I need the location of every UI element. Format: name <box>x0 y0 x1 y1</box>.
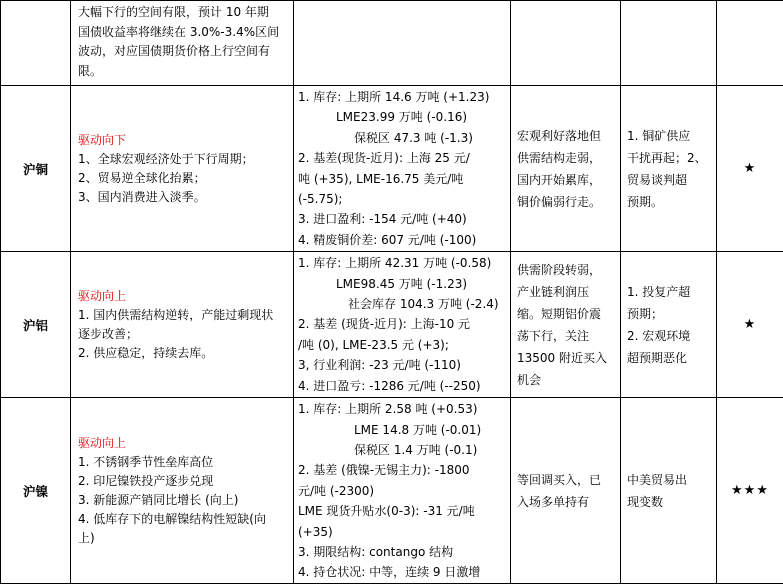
driver-item: 1、全球宏观经济处于下行周期； <box>78 150 287 169</box>
strategy-line: 国内开始累库， <box>517 169 614 191</box>
risk-line: 超预期恶化 <box>627 347 710 369</box>
risk-cell <box>621 86 717 252</box>
fundamental-line: 吨 (+35), LME-16.75 美元/吨 <box>298 169 506 189</box>
fundamental-line: 保税区 1.4 万吨 (-0.1) <box>298 440 506 460</box>
fundamentals-cell <box>294 252 511 398</box>
fundamental-line: LME 14.8 万吨 (-0.01) <box>298 420 506 440</box>
driver-item: 4. 低库存下的电解镍结构性短缺(向 <box>78 510 287 529</box>
strategy-line: 等回调买入，已 <box>517 469 614 491</box>
fundamental-line: (+35) <box>298 522 506 542</box>
driver-item: 2. 印尼镍铁投产逐步兑现 <box>78 472 287 491</box>
fundamentals-cell <box>294 398 511 584</box>
risk-line: 预期； <box>627 303 710 325</box>
strategy-cell <box>511 86 621 252</box>
fundamental-line: 保税区 47.3 吨 (-1.3) <box>298 128 506 148</box>
risk-line: 1. 投复产超 <box>627 281 710 303</box>
strategy-line: 入场多单持有 <box>517 491 614 513</box>
risk-line: 现变数 <box>627 491 710 513</box>
driver-direction: 驱动向上 <box>78 287 287 306</box>
strategy-line: 荡下行，关注 <box>517 325 614 347</box>
risk-cell <box>621 398 717 584</box>
commodity-name: 沪铝 <box>1 252 71 398</box>
empty-strategy-cell <box>511 1 621 86</box>
risk-line: 预期。 <box>627 191 710 213</box>
empty-risk-cell <box>621 1 717 86</box>
fundamental-line: 4. 持仓状况: 中等，连续 9 日激增 <box>298 562 506 582</box>
drivers-cell <box>71 398 294 584</box>
driver-item: 3、国内消费进入淡季。 <box>78 188 287 207</box>
strategy-line: 缩。短期铝价震 <box>517 303 614 325</box>
fundamental-line: 1. 库存: 上期所 2.58 吨 (+0.53) <box>298 399 506 419</box>
driver-item: 逐步改善； <box>78 325 287 344</box>
fundamental-line: 元/吨 (-2300) <box>298 481 506 501</box>
risk-line: 中美贸易出 <box>627 469 710 491</box>
fundamental-line: 4. 进口盈亏: -1286 元/吨 (--250) <box>298 376 506 396</box>
risk-line: 1. 铜矿供应 <box>627 125 710 147</box>
fundamental-line: 2. 基差 (俄镍-无锡主力): -1800 <box>298 460 506 480</box>
driver-item: 1. 国内供需结构逆转，产能过剩现状 <box>78 306 287 325</box>
fundamental-line: LME23.99 万吨 (-0.16) <box>298 107 506 127</box>
fundamental-line: 1. 库存: 上期所 14.6 万吨 (+1.23) <box>298 87 506 107</box>
commodity-name: 沪镍 <box>1 398 71 584</box>
drivers-cell <box>71 86 294 252</box>
drivers-cell <box>71 252 294 398</box>
strategy-line: 供需结构走弱， <box>517 147 614 169</box>
strategy-line: 铜价偏弱行走。 <box>517 191 614 213</box>
rating-stars: ★★★ <box>717 398 783 584</box>
bond-outlook-line: 国债收益率将继续在 3.0%-3.4%区间 <box>78 23 287 43</box>
fundamental-line: LME98.45 万吨 (-1.23) <box>298 274 506 294</box>
fundamental-line: 2. 基差(现货-近月): 上海 25 元/ <box>298 148 506 168</box>
fundamental-line: 2. 基差 (现货-近月): 上海-10 元 <box>298 314 506 334</box>
bond-outlook-line: 限。 <box>78 62 287 82</box>
fundamental-line: LME 现货升贴水(0-3): -31 元/吨 <box>298 501 506 521</box>
empty-name-cell <box>1 1 71 86</box>
driver-item: 上) <box>78 529 287 548</box>
driver-direction: 驱动向上 <box>78 434 287 453</box>
risk-line: 贸易谈判超 <box>627 169 710 191</box>
strategy-cell <box>511 398 621 584</box>
risk-cell <box>621 252 717 398</box>
fundamental-line: 3. 期限结构: contango 结构 <box>298 542 506 562</box>
table-row-aluminum <box>1 252 783 398</box>
fundamental-line: 社会库存 104.3 万吨 (-2.4) <box>298 294 506 314</box>
rating-stars: ★ <box>717 252 783 398</box>
fundamental-line: 3, 行业利润: -23 元/吨 (-110) <box>298 355 506 375</box>
driver-direction: 驱动向下 <box>78 131 287 150</box>
empty-rating-cell <box>717 1 783 86</box>
table-row-copper <box>1 86 783 252</box>
fundamental-line: (-5.75); <box>298 189 506 209</box>
risk-line: 干扰再起；2、 <box>627 147 710 169</box>
rating-stars: ★ <box>717 86 783 252</box>
fundamental-line: /吨 (0), LME-23.5 元 (+3); <box>298 335 506 355</box>
table-row-top-partial <box>1 1 783 86</box>
fundamental-line: 3. 进口盈利: -154 元/吨 (+40) <box>298 209 506 229</box>
strategy-cell <box>511 252 621 398</box>
strategy-line: 机会 <box>517 369 614 391</box>
strategy-line: 13500 附近买入 <box>517 347 614 369</box>
bond-outlook-cell <box>71 1 294 86</box>
fundamental-line: 1. 库存: 上期所 42.31 万吨 (-0.58) <box>298 253 506 273</box>
strategy-line: 供需阶段转弱， <box>517 259 614 281</box>
strategy-line: 宏观利好落地但 <box>517 125 614 147</box>
strategy-line: 产业链利润压 <box>517 281 614 303</box>
driver-item: 2、贸易逆全球化抬累； <box>78 169 287 188</box>
risk-line: 2. 宏观环境 <box>627 325 710 347</box>
driver-item: 2. 供应稳定，持续去库。 <box>78 344 287 363</box>
fundamentals-cell <box>294 86 511 252</box>
bond-outlook-line: 波动，对应国债期货价格上行空间有 <box>78 42 287 62</box>
bond-outlook-line: 大幅下行的空间有限，预计 10 年期 <box>78 3 287 23</box>
driver-item: 1. 不锈钢季节性垒库高位 <box>78 453 287 472</box>
commodity-name: 沪铜 <box>1 86 71 252</box>
driver-item: 3. 新能源产销同比增长 (向上) <box>78 491 287 510</box>
table-row-nickel <box>1 398 783 584</box>
fundamentals-clip <box>298 399 506 582</box>
fundamental-line: 4. 精废铜价差: 607 元/吨 (-100) <box>298 230 506 250</box>
empty-fundamentals-cell <box>294 1 511 86</box>
